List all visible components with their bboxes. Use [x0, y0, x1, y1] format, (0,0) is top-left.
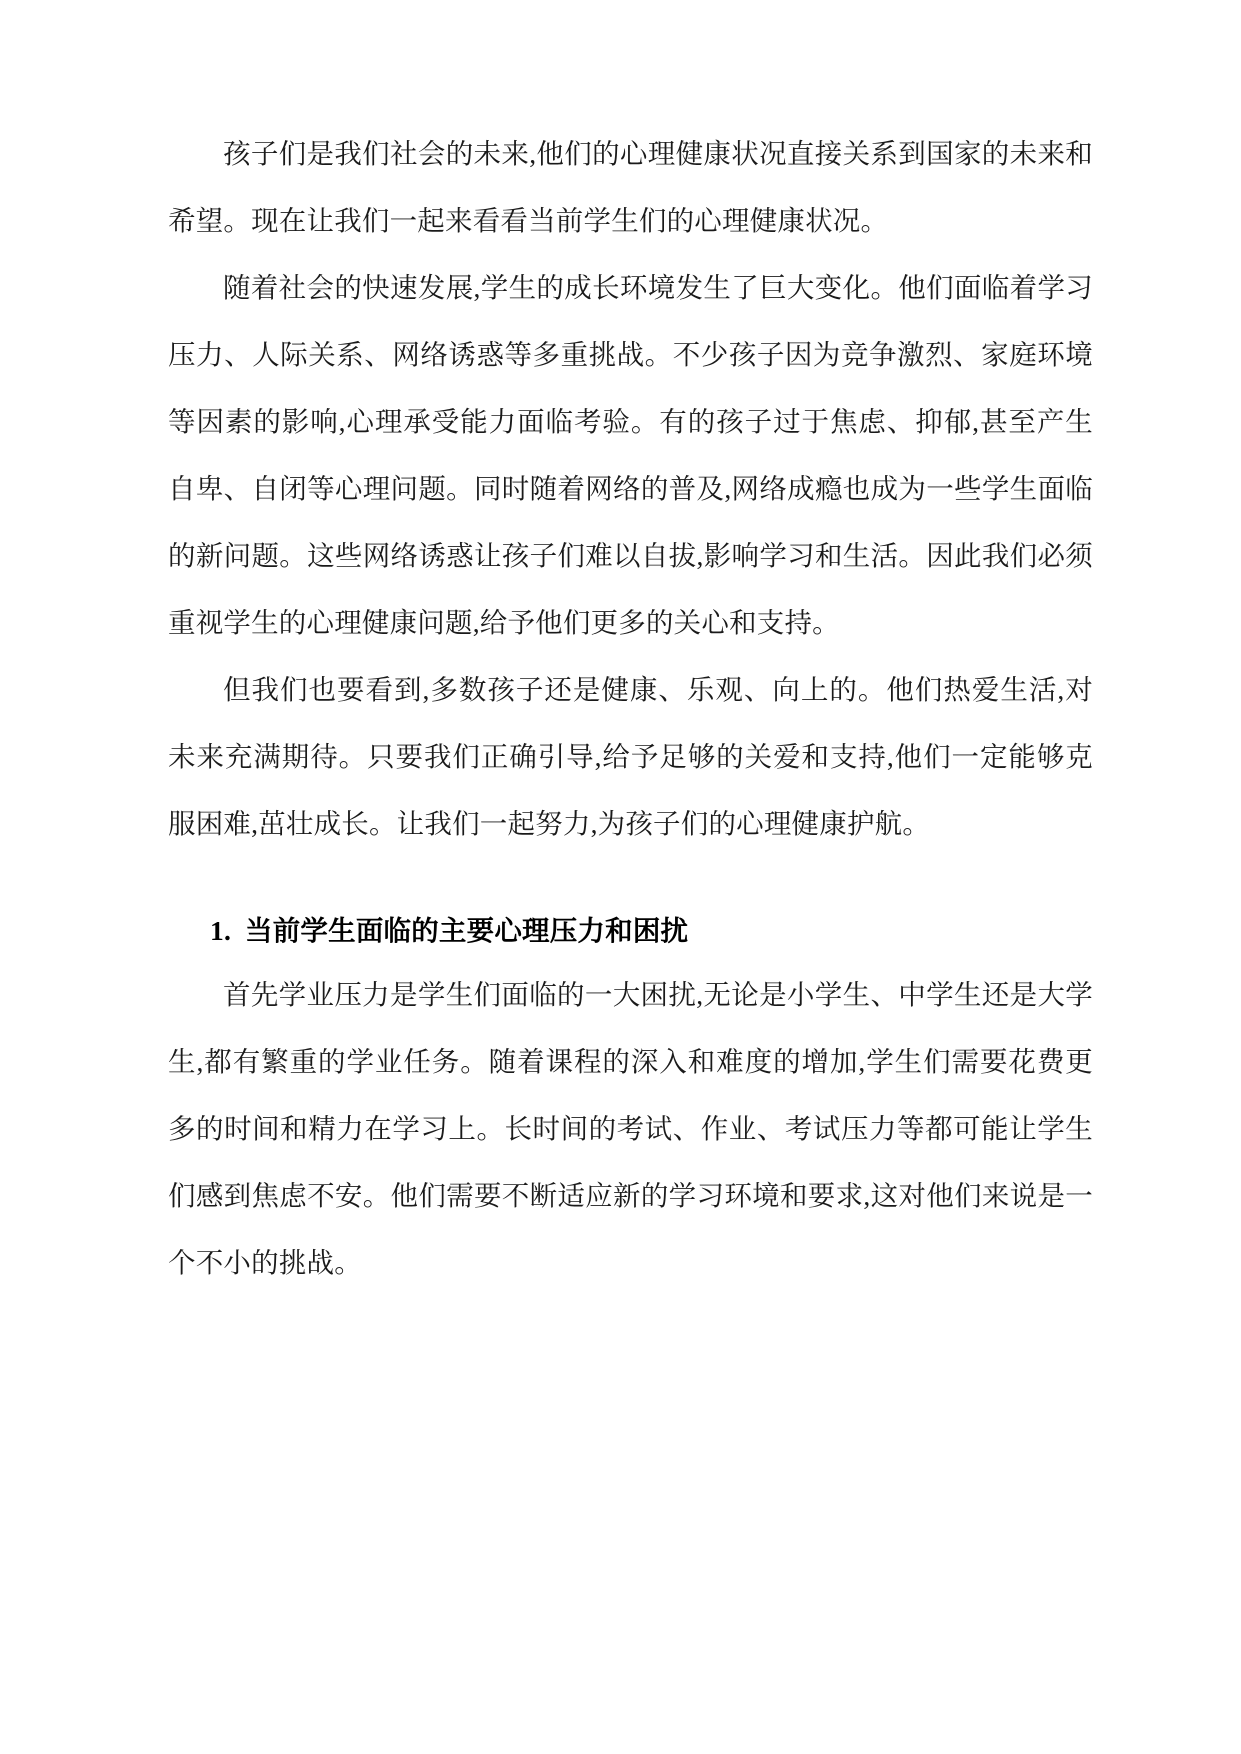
section-heading-1: [168, 901, 1093, 961]
paragraph-positive-outlook: 但我们也要看到,多数孩子还是健康、乐观、向上的。他们热爱生活,对未来充满期待。只要我们正确引导,给予足够的关爱和支持,他们一定能够克服困难,茁壮成长。让我们一起努力,为孩子们的心理健康护航。: [168, 674, 1093, 839]
paragraph-intro: 孩子们是我们社会的未来,他们的心理健康状况直接关系到国家的未来和希望。现在让我们一起来看看当前学生们的心理健康状况。: [168, 138, 1093, 236]
section-number: 1.: [210, 915, 232, 946]
section-title: 当前学生面临的主要心理压力和困扰: [245, 915, 689, 946]
paragraph-challenges: 随着社会的快速发展,学生的成长环境发生了巨大变化。他们面临着学习压力、人际关系、网络诱惑等多重挑战。不少孩子因为竞争激烈、家庭环境等因素的影响,心理承受能力面临考验。有的孩子过于焦虑、抑郁,甚至产生自卑、自闭等心理问题。同时随着网络的普及,网络成瘾也成为一些学生面临的新问题。这些网络诱惑让孩子们难以自拔,影响学习和生活。因此我们必须重视学生的心理健康问题,给予他们更多的关心和支持。: [168, 272, 1093, 638]
document-body: [168, 120, 1093, 1296]
paragraph-academic-pressure: 首先学业压力是学生们面临的一大困扰,无论是小学生、中学生还是大学生,都有繁重的学业任务。随着课程的深入和难度的增加,学生们需要花费更多的时间和精力在学习上。长时间的考试、作业、考试压力等都可能让学生们感到焦虑不安。他们需要不断适应新的学习环境和要求,这对他们来说是一个不小的挑战。: [168, 979, 1093, 1278]
